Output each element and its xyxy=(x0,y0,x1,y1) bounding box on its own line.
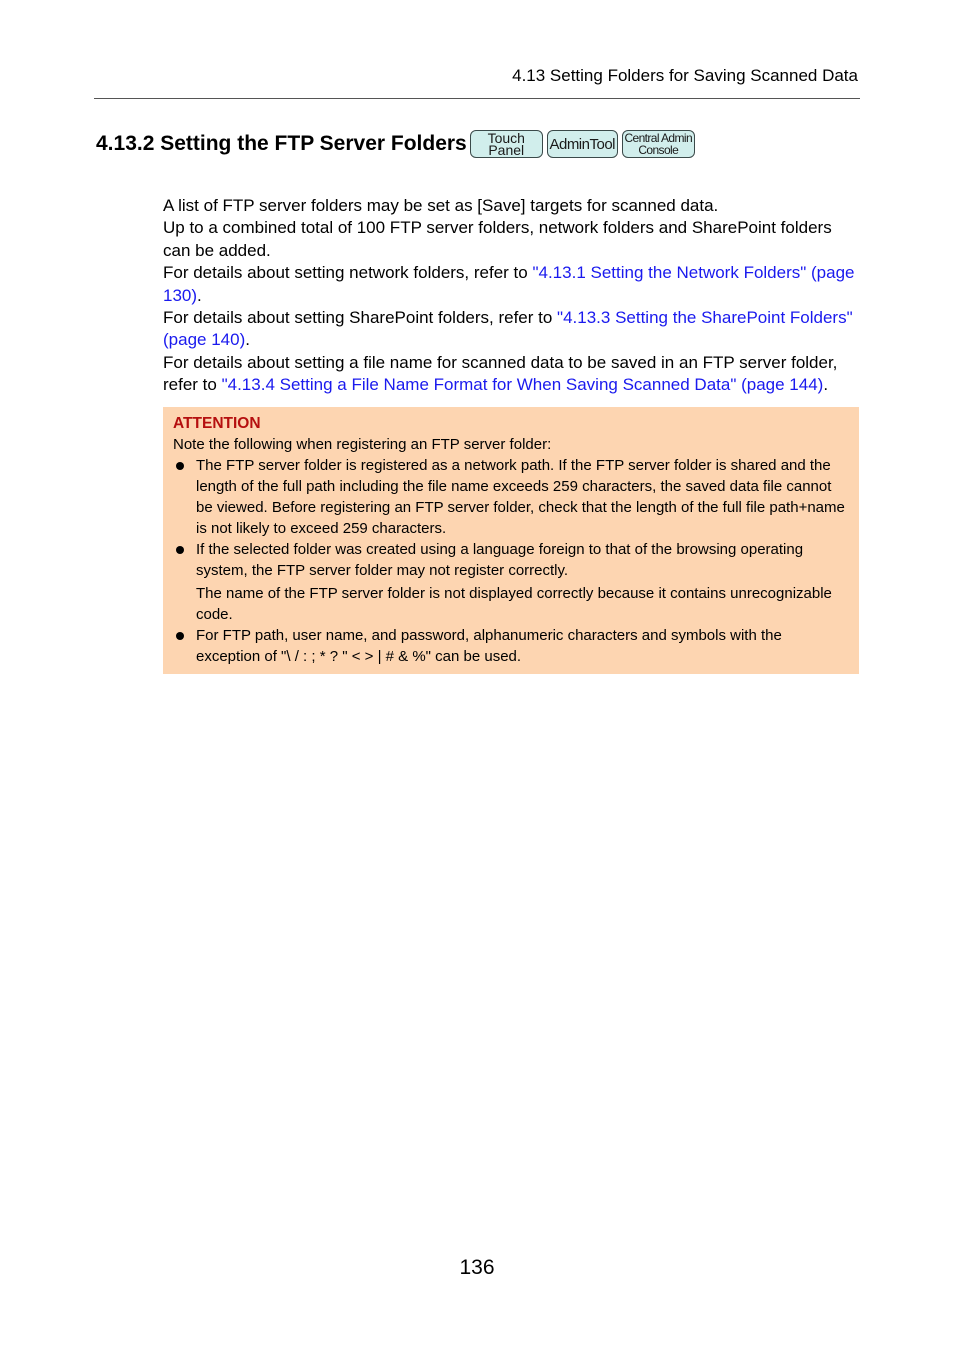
network-folders-link[interactable]: "4.13.1 Setting the Network Folders" (page 130) xyxy=(163,263,855,305)
paragraph-filename-ref xyxy=(163,352,859,397)
bullet-icon xyxy=(176,546,184,554)
section-title: 4.13.2 Setting the FTP Server Folders xyxy=(96,132,467,155)
filename-ref-suffix: . xyxy=(823,375,829,395)
central-admin-badge-line2: Console xyxy=(638,143,679,157)
attention-item-note: The name of the FTP server folder is not displayed correctly because it contains unrecognizable code. xyxy=(196,585,832,623)
bullet-icon xyxy=(176,462,184,470)
attention-item xyxy=(173,539,849,581)
attention-item-text: The FTP server folder is registered as a network path. If the FTP server folder is shared and the length of the full path including the file name exceeds 259 characters, the saved data file cannot be viewed. Before registering an FTP server folder, check that the length of the full file path+name is not likely to exceed 259 characters. xyxy=(196,457,845,537)
touch-panel-badge-line2: Panel xyxy=(488,142,525,158)
filename-ref-prefix: For details about setting a file name for scanned data to be saved in an FTP server folder, refer to xyxy=(163,352,838,395)
touch-panel-badge xyxy=(470,130,543,158)
attention-item-text: If the selected folder was created using a language foreign to that of the browsing operating system, the FTP server folder may not register correctly. xyxy=(196,541,804,579)
section-heading xyxy=(96,129,695,159)
attention-item xyxy=(173,625,849,667)
central-admin-console-badge xyxy=(622,130,695,158)
touch-panel-badge-line1: Touch xyxy=(487,130,525,146)
central-admin-badge-line1: Central Admin xyxy=(624,131,693,145)
paragraph-ftp-targets: A list of FTP server folders may be set as [Save] targets for scanned data. xyxy=(163,196,719,215)
admintool-badge-label: AdminTool xyxy=(549,135,616,153)
paragraph-folder-limit: Up to a combined total of 100 FTP server folders, network folders and SharePoint folders can be added. xyxy=(163,218,832,260)
body-text xyxy=(163,195,859,397)
bullet-icon xyxy=(176,632,184,640)
running-header: 4.13 Setting Folders for Saving Scanned Data xyxy=(512,66,858,85)
sharepoint-folders-link[interactable]: "4.13.3 Setting the SharePoint Folders" (page 140) xyxy=(163,308,853,350)
attention-box xyxy=(163,407,859,674)
network-ref-prefix: For details about setting network folders, refer to xyxy=(163,263,533,283)
attention-list xyxy=(173,455,849,581)
admintool-badge xyxy=(547,130,618,158)
filename-format-link[interactable]: "4.13.4 Setting a File Name Format for When Saving Scanned Data" (page 144) xyxy=(221,375,824,395)
attention-heading: ATTENTION xyxy=(173,415,261,432)
paragraph-network-ref xyxy=(163,262,859,307)
sharepoint-ref-prefix: For details about setting SharePoint folders, refer to xyxy=(163,308,558,328)
sharepoint-ref-suffix: . xyxy=(245,330,250,350)
attention-intro: Note the following when registering an FTP server folder: xyxy=(173,436,552,453)
network-ref-suffix: . xyxy=(197,285,202,305)
attention-list-continued xyxy=(173,625,849,667)
paragraph-sharepoint-ref xyxy=(163,307,859,352)
header-divider xyxy=(94,98,860,99)
attention-item xyxy=(173,455,849,539)
page-number: 136 xyxy=(459,1256,495,1279)
attention-item-text: For FTP path, user name, and password, alphanumeric characters and symbols with the exception of "\ / : ; * ? " < > | # & %" can be used. xyxy=(196,627,782,665)
